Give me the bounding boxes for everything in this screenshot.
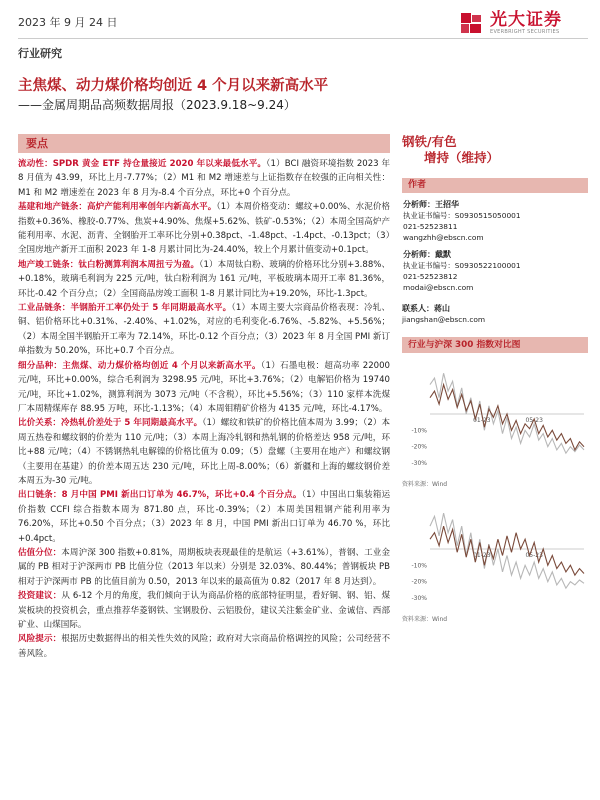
report-subtitle: ——金属周期品高频数据周报（2023.9.18~9.24）: [18, 98, 296, 112]
chart-svg: [402, 359, 588, 477]
analyst-cert: 执业证书编号：S0930515050001: [403, 211, 521, 220]
paragraph-highlight: 投资建议：: [18, 591, 62, 602]
brand-logo: [458, 10, 562, 36]
contact-name: 蒋山: [434, 304, 450, 313]
series-line: [430, 513, 584, 588]
summary-paragraph: [18, 416, 390, 488]
summary-paragraph: [18, 589, 390, 632]
analyst-name: 戴默: [435, 250, 451, 259]
x-tick-label: 01-23: [473, 417, 491, 424]
summary-paragraph: [18, 301, 390, 359]
analysts-heading: 作者: [402, 178, 588, 193]
doc-type: 行业研究: [18, 47, 62, 60]
paragraph-text: 从 6-12 个月的角度，我们倾向于认为商品价格的底部特征明显，看好铜、钢、铝、煤炭板块的投资机会，重点推荐华菱钢铁、宝钢股份、云铝股份，建议关注紫金矿业、金诚信、西部矿业、山煤国际。: [18, 591, 390, 630]
analyst-card: [402, 249, 588, 293]
header-divider: [18, 38, 588, 39]
rating-view: 增持（维持）: [424, 150, 500, 165]
chart-source: 资料来源：Wind: [402, 481, 448, 488]
summary-paragraph: [18, 359, 390, 417]
report-date: 2023 年 9 月 24 日: [18, 16, 118, 29]
sidebar: [402, 134, 588, 623]
paragraph-text: （1）本周钛白粉、玻璃的价格环比分别+3.88%、+0.18%，玻璃毛利润为 225 元/吨，钛白粉利润为 161 元/吨，平板玻璃本周开工率 81.36%，环比-0.42 个百分点；（2）全国商品房竣工面积 1-8 月累计同比为+19.20%，环比-1.3pct。: [18, 259, 390, 299]
paragraph-highlight: 出口链条：8 月中国 PMI 新出口订单为 46.7%，环比+0.4 个百分点。: [18, 490, 302, 501]
y-tick-label: -20%: [411, 443, 427, 451]
paragraph-highlight: 风险提示：: [18, 634, 62, 645]
x-tick-label: 05-23: [525, 552, 543, 559]
summary-paragraph: [18, 258, 390, 301]
summary-paragraph: [18, 546, 390, 589]
summary-paragraph: [18, 157, 390, 200]
paragraph-highlight: 细分品种：主焦煤、动力煤价格均创近 4 个月以来新高水平。: [18, 360, 261, 371]
report-title: 主焦煤、动力煤价格均创近 4 个月以来新高水平: [18, 78, 329, 94]
paragraph-highlight: 工业品链条：半钢胎开工率仍处于 5 年同期最高水平。: [18, 303, 232, 314]
analyst-card: [402, 199, 588, 243]
contact-role: 联系人：: [402, 304, 434, 313]
y-tick-label: -30%: [411, 460, 427, 467]
summary-paragraph: [18, 632, 390, 661]
summary-paragraph: [18, 488, 390, 546]
analyst-email[interactable]: wangzhh@ebscn.com: [403, 233, 484, 242]
paragraph-text: 根据历史数据得出的相关性失效的风险；政府对大宗商品价格调控的风险；公司经营不善风险。: [18, 634, 390, 659]
chart-heading: 行业与沪深 300 指数对比图: [402, 337, 588, 353]
summary-section: [18, 134, 390, 800]
summary-paragraphs: [18, 157, 390, 661]
paragraph-highlight: 估值分位：: [18, 547, 62, 558]
y-tick-label: -30%: [411, 595, 427, 602]
rating-sector: 钢铁/有色: [402, 134, 457, 149]
analyst-role: 分析师：: [403, 200, 435, 209]
contact-email[interactable]: jiangshan@ebscn.com: [402, 315, 486, 324]
analyst-phone: 021-52523812: [403, 272, 458, 281]
paragraph-highlight: 基建和地产链条：高炉产能利用率创年内新高水平。: [18, 202, 217, 213]
paragraph-highlight: 流动性：SPDR 黄金 ETF 持仓量接近 2020 年以来最低水平。: [18, 159, 267, 169]
paragraph-highlight: 地产竣工链条：钛白粉测算利润本周扭亏为盈。: [18, 259, 200, 270]
logo-text-en: EVERBRIGHT SECURITIES: [490, 29, 560, 35]
paragraph-text: （1）BCI 融资环境指数 2023 年 8 月值为 43.99，环比上月-7.77%；（2）M1 和 M2 增速差与上证指数存在较强的正向相关性：M1 和 M2 增速差在 2023 年 8 月为-8.4 个百分点，环比+0 个百分点。: [18, 159, 390, 198]
logo-icon: [458, 10, 484, 36]
y-tick-label: -10%: [411, 562, 427, 570]
contact-card: [402, 303, 588, 325]
logo-text-cn: 光大证券: [490, 10, 562, 30]
analyst-email[interactable]: modai@ebscn.com: [403, 283, 474, 292]
paragraph-text: （1）螺纹和铁矿的价格比值本周为 3.99；（2）本周五热卷和螺纹钢的价差为 110 元/吨；（3）本周上海冷轧钢和热轧钢的价格差达 958 元/吨，环比+88 元/吨；（4）不锈钢热轧电解镍的价格比值为 0.09；（5）盘螺（主要用在地产）和螺纹钢（主要用在基建）的价差本周五达 230 元/吨，环比上周-8.00%；（6）新疆和上海的螺纹钢价差本周五为-30 元/吨。: [18, 418, 390, 486]
y-tick-label: -10%: [411, 427, 427, 435]
analyst-role: 分析师：: [403, 250, 435, 259]
chart-source: 资料来源：Wind: [402, 616, 448, 623]
index-chart-2: [402, 494, 588, 612]
paragraph-text: 本周沪深 300 指数+0.81%，周期板块表现最佳的是航运（+3.61%），普钢、工业金属的 PB 相对于沪深两市 PB 比值分位（2013 年以来）分别是 32.03%、80.44%；普钢板块 PB 相对于沪深两市 PB 的比值目前为 0.50，2013 年以来的最高值为 0.82（2017 年 8 月达到）。: [18, 547, 390, 587]
paragraph-text: （1）本周主要大宗商品价格表现：冷轧、铜、铝价格环比+0.31%、-2.40%、+1.02%，对应的毛利变化-6.76%、-5.82%、+5.56%；（2）本周全国半钢胎开工率为 72.14%，环比-0.12 个百分点；（3）2023 年 8 月全国 PMI 新订单指数为 50.20%，环比+0.7 个百分点。: [18, 303, 390, 357]
summary-paragraph: [18, 200, 390, 258]
chart-svg: [402, 494, 588, 612]
paragraph-highlight: 比价关系：冷热轧价差处于 5 年同期最高水平。: [18, 418, 203, 429]
analyst-phone: 021-52523811: [403, 222, 458, 231]
summary-heading: 要点: [18, 134, 390, 153]
y-tick-label: -20%: [411, 578, 427, 586]
paragraph-text: （1）中国出口集装箱运价指数 CCFI 综合指数本周为 871.80 点，环比-0.39%；（2）本周美国粗钢产能利用率为 76.20%，环比+0.50 个百分点；（3）2023 年 8 月，中国 PMI 新出口订单为 46.70 %，环比+0.4pct。: [18, 490, 390, 544]
paragraph-text: （1）本周价格变动：螺纹+0.00%、水泥价格指数+0.36%、橡胶-0.77%、焦炭+4.90%、焦煤+5.62%、铁矿-0.53%；（2）本周全国高炉产能利用率、水泥、沥青、全钢胎开工率环比分别+0.38pct、-1.48pct、-1.4pct、-0.13pct；（3）全国房地产新开工面积 2023 年 1-8 月累计同比为-24.40%，较上个月累计值变动+0.1pct。: [18, 202, 390, 256]
analyst-cert: 执业证书编号：S0930522100001: [403, 261, 521, 270]
analyst-name: 王招华: [435, 200, 459, 209]
index-chart-1: [402, 359, 588, 477]
paragraph-text: （1）石墨电极：超高功率 22000 元/吨，环比+0.00%，综合毛利润为 3298.95 元/吨，环比+3.76%；（2）电解铝价格为 19740 元/吨，环比+1.02%，测算利润为 3073 元/吨（不含税），环比+5.56%；（3）110 家样本洗煤厂本周精煤库存 88.95 万吨，环比-1.13%；（4）本周钼精矿价格为 4135 元/吨，环比-4.17%。: [18, 360, 390, 414]
series-line: [430, 526, 584, 575]
x-tick-label: 05-23: [525, 417, 543, 424]
x-tick-label: 01-23: [473, 552, 491, 559]
